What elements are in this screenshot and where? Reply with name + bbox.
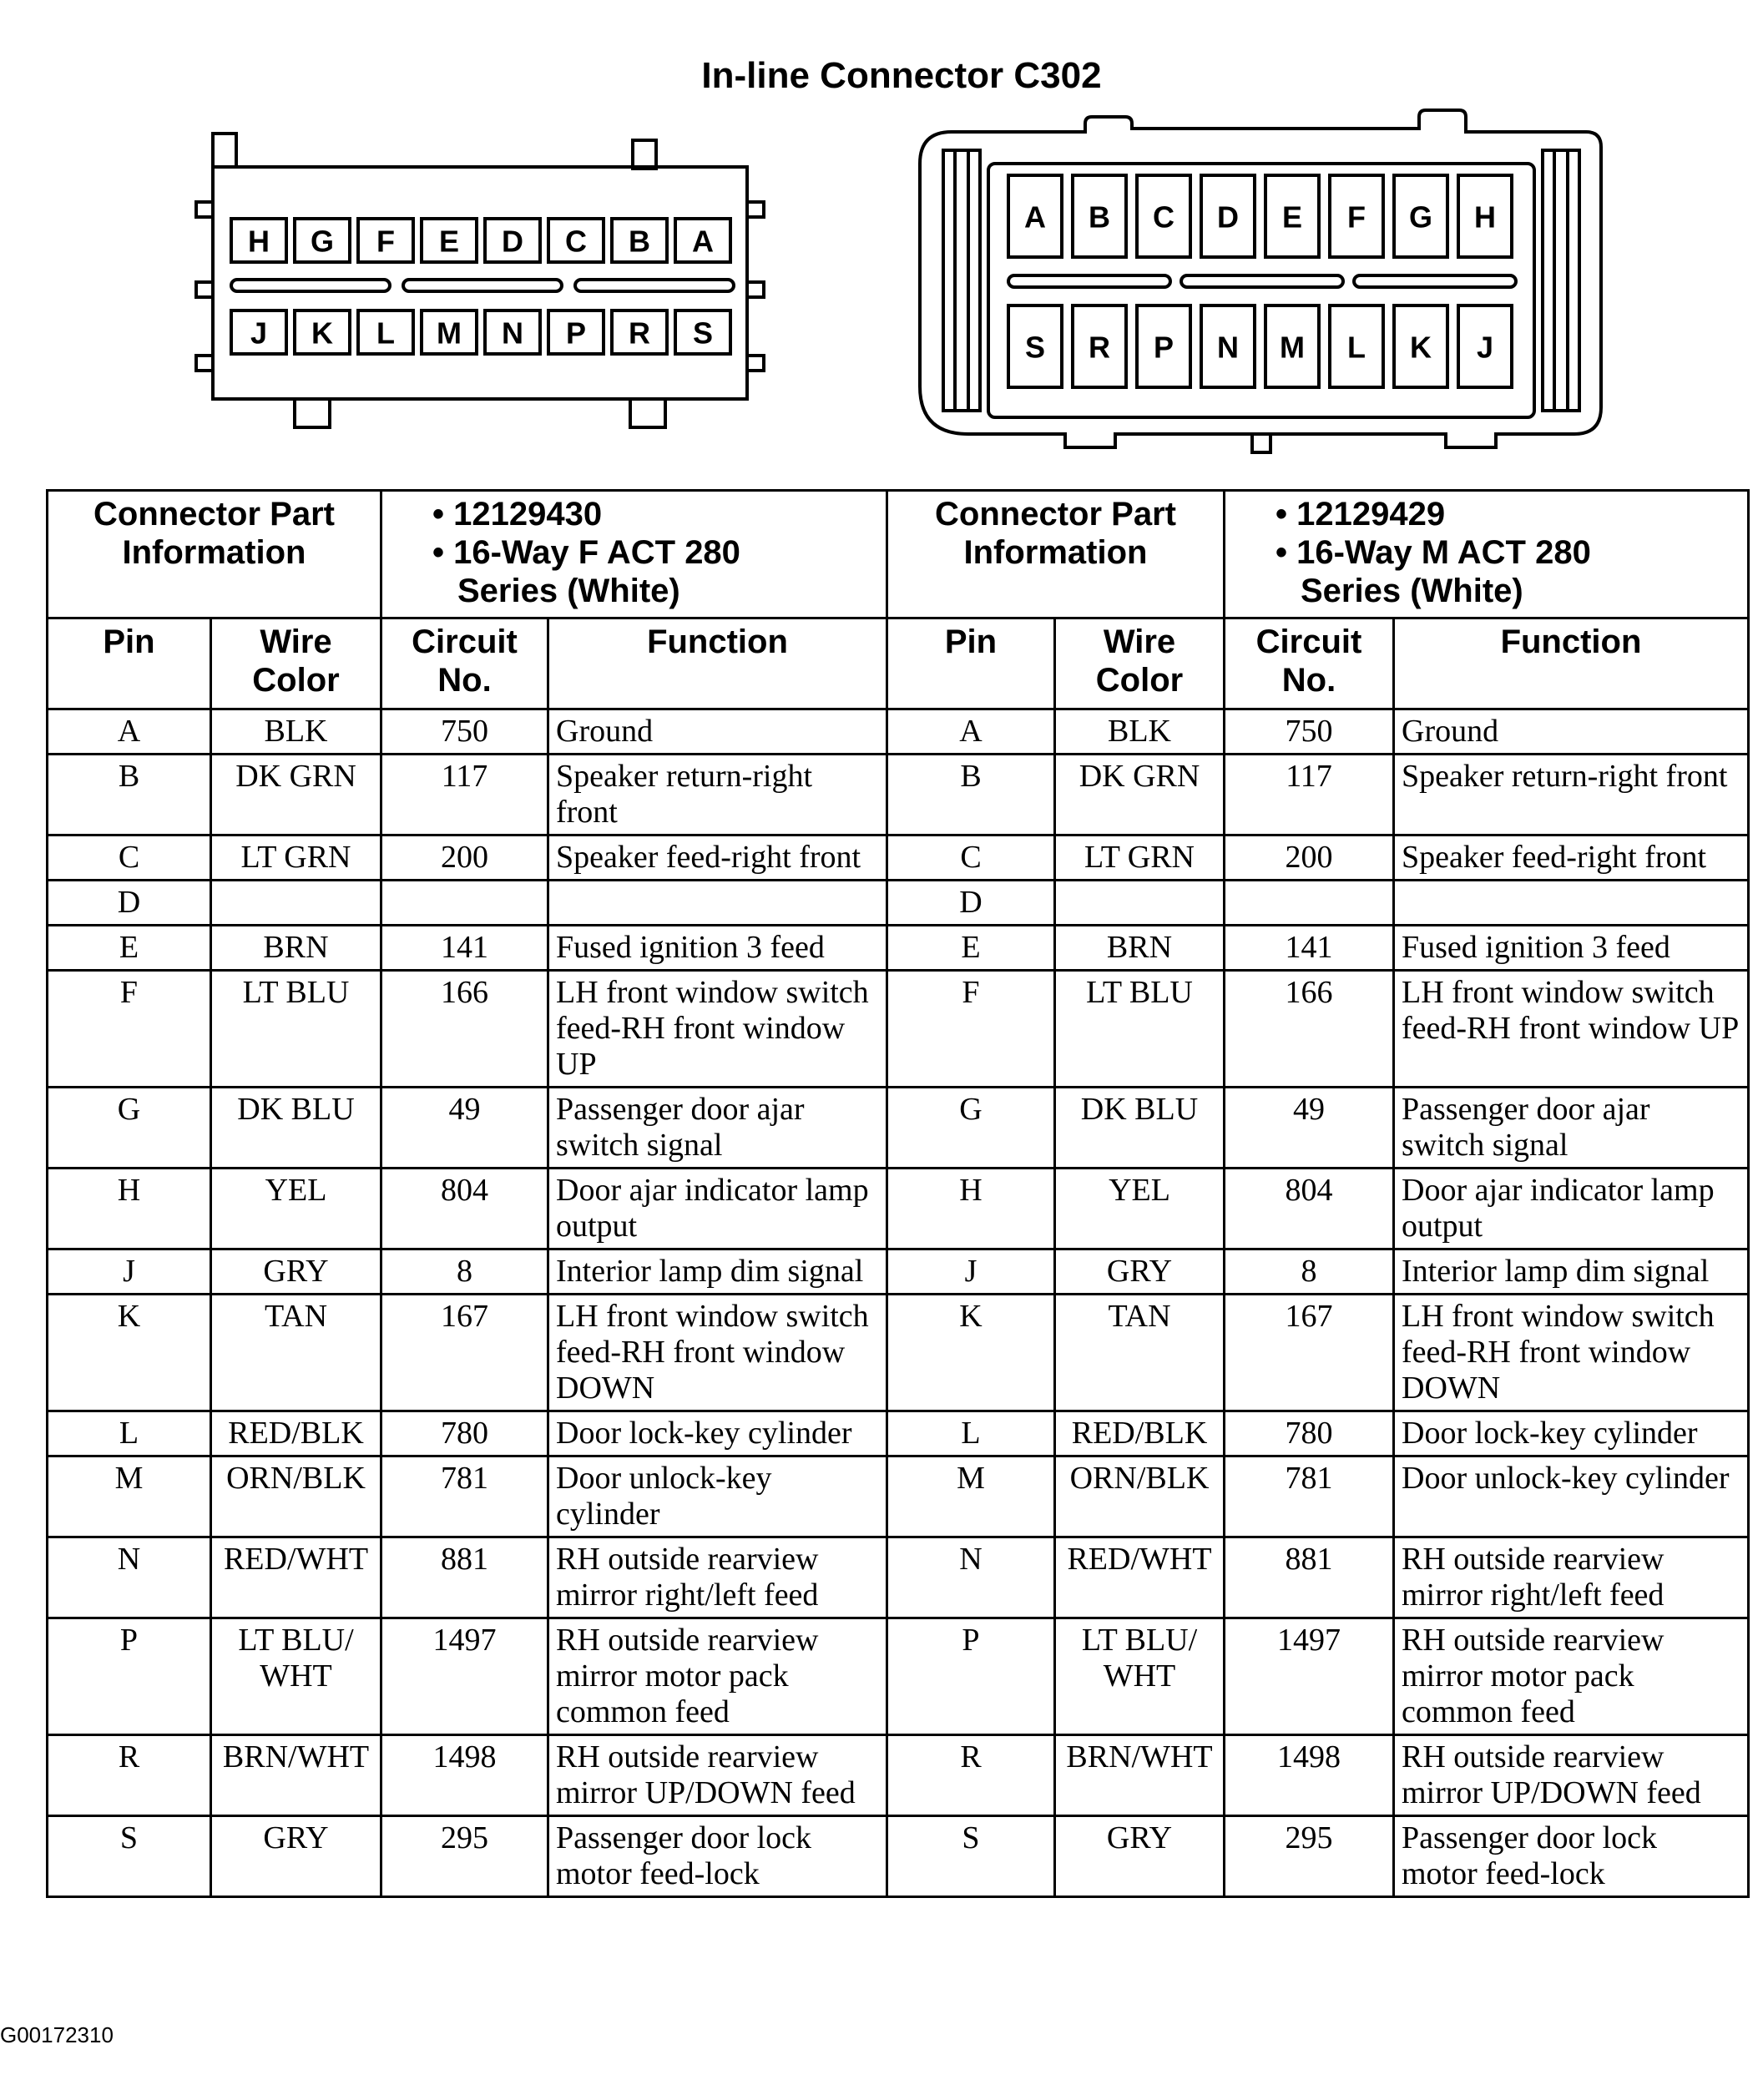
wire-color-cell: ORN/BLK bbox=[1055, 1456, 1225, 1537]
table-row bbox=[48, 755, 1749, 835]
function-cell: LH front window switch feed-RH front window UP bbox=[1394, 971, 1749, 1088]
female-pin-label-p: P bbox=[565, 316, 587, 351]
right-part-type: • 16-Way M ACT 280 bbox=[1276, 534, 1591, 571]
circuit-cell: 295 bbox=[381, 1816, 548, 1897]
left-part-info-label: Connector Part Information bbox=[48, 491, 381, 618]
figure-code: G00172310 bbox=[0, 2022, 114, 2047]
function-cell: Speaker feed-right front bbox=[548, 835, 887, 881]
connector-pin-table bbox=[46, 489, 1750, 1898]
function-cell: Fused ignition 3 feed bbox=[548, 926, 887, 971]
pin-cell: P bbox=[48, 1618, 211, 1735]
wire-color-cell bbox=[211, 881, 381, 926]
function-cell: LH front window switch feed-RH front window UP bbox=[548, 971, 887, 1088]
table-row bbox=[48, 971, 1749, 1088]
pin-cell: F bbox=[887, 971, 1055, 1088]
function-cell: RH outside rearview mirror UP/DOWN feed bbox=[548, 1735, 887, 1816]
male-pin-label-a: A bbox=[1024, 199, 1046, 235]
pin-cell: A bbox=[48, 709, 211, 755]
pin-cell: F bbox=[48, 971, 211, 1088]
function-cell: LH front window switch feed-RH front window DOWN bbox=[1394, 1295, 1749, 1411]
female-pin-label-d: D bbox=[502, 224, 523, 259]
function-cell: Door unlock-key cylinder bbox=[1394, 1456, 1749, 1537]
pin-cell: C bbox=[48, 835, 211, 881]
pin-cell: J bbox=[887, 1249, 1055, 1295]
circuit-cell: 881 bbox=[1225, 1537, 1394, 1618]
pin-cell: M bbox=[48, 1456, 211, 1537]
male-pin-label-r: R bbox=[1089, 330, 1110, 365]
wire-color-cell: RED/WHT bbox=[1055, 1537, 1225, 1618]
function-cell bbox=[1394, 881, 1749, 926]
right-part-info-label: Connector Part Information bbox=[887, 491, 1225, 618]
male-pin-label-e: E bbox=[1281, 199, 1303, 235]
function-cell: Ground bbox=[548, 709, 887, 755]
wire-color-cell: ORN/BLK bbox=[211, 1456, 381, 1537]
pin-cell: R bbox=[887, 1735, 1055, 1816]
right-header-wire-color: Wire Color bbox=[1055, 618, 1225, 709]
function-cell: Passenger door lock motor feed-lock bbox=[1394, 1816, 1749, 1897]
pin-cell: H bbox=[887, 1169, 1055, 1249]
left-header-wire-color: Wire Color bbox=[211, 618, 381, 709]
circuit-cell: 804 bbox=[381, 1169, 548, 1249]
male-pin-label-b: B bbox=[1089, 199, 1110, 235]
male-pin-label-d: D bbox=[1217, 199, 1239, 235]
circuit-cell: 8 bbox=[1225, 1249, 1394, 1295]
pin-cell: D bbox=[48, 881, 211, 926]
table-row bbox=[48, 1169, 1749, 1249]
right-header-pin: Pin bbox=[887, 618, 1055, 709]
left-header-function: Function bbox=[548, 618, 887, 709]
function-cell: Passenger door lock motor feed-lock bbox=[548, 1816, 887, 1897]
right-part-number: • 12129429 bbox=[1276, 496, 1446, 533]
female-pin-label-s: S bbox=[692, 316, 714, 351]
circuit-cell: 117 bbox=[381, 755, 548, 835]
wire-color-cell bbox=[1055, 881, 1225, 926]
right-part-info bbox=[1225, 491, 1749, 618]
pin-cell: E bbox=[48, 926, 211, 971]
table-row bbox=[48, 926, 1749, 971]
wire-color-cell: TAN bbox=[1055, 1295, 1225, 1411]
pin-cell: C bbox=[887, 835, 1055, 881]
pin-cell: S bbox=[887, 1816, 1055, 1897]
wire-color-cell: LT BLU bbox=[211, 971, 381, 1088]
circuit-cell: 200 bbox=[1225, 835, 1394, 881]
wire-color-cell: DK BLU bbox=[1055, 1088, 1225, 1169]
circuit-cell: 1497 bbox=[1225, 1618, 1394, 1735]
wire-color-cell: RED/WHT bbox=[211, 1537, 381, 1618]
female-pin-label-e: E bbox=[438, 224, 460, 259]
function-cell: RH outside rearview mirror UP/DOWN feed bbox=[1394, 1735, 1749, 1816]
pin-cell: P bbox=[887, 1618, 1055, 1735]
circuit-cell: 1497 bbox=[381, 1618, 548, 1735]
male-pin-label-j: J bbox=[1476, 330, 1494, 365]
wire-color-cell: RED/BLK bbox=[1055, 1411, 1225, 1456]
male-pin-label-g: G bbox=[1408, 199, 1433, 235]
circuit-cell: 781 bbox=[1225, 1456, 1394, 1537]
right-part-series: Series (White) bbox=[1301, 573, 1523, 609]
female-pin-label-j: J bbox=[250, 316, 268, 351]
male-pin-label-m: M bbox=[1280, 330, 1305, 365]
female-pin-label-a: A bbox=[692, 224, 714, 259]
wire-color-cell: GRY bbox=[1055, 1249, 1225, 1295]
pin-cell: D bbox=[887, 881, 1055, 926]
function-cell: Speaker return-right front bbox=[548, 755, 887, 835]
wire-color-cell: BLK bbox=[1055, 709, 1225, 755]
pin-cell: G bbox=[887, 1088, 1055, 1169]
female-pin-label-g: G bbox=[310, 224, 335, 259]
female-pin-label-r: R bbox=[629, 316, 650, 351]
circuit-cell: 780 bbox=[381, 1411, 548, 1456]
wire-color-cell: YEL bbox=[1055, 1169, 1225, 1249]
pin-cell: M bbox=[887, 1456, 1055, 1537]
male-pin-label-n: N bbox=[1217, 330, 1239, 365]
circuit-cell: 167 bbox=[1225, 1295, 1394, 1411]
female-connector-diagram bbox=[188, 125, 789, 442]
pin-cell: A bbox=[887, 709, 1055, 755]
function-cell: LH front window switch feed-RH front window DOWN bbox=[548, 1295, 887, 1411]
pin-cell: B bbox=[48, 755, 211, 835]
wire-color-cell: GRY bbox=[211, 1816, 381, 1897]
table-row bbox=[48, 1456, 1749, 1537]
circuit-cell: 49 bbox=[1225, 1088, 1394, 1169]
female-pin-label-l: L bbox=[376, 316, 395, 351]
female-pin-label-k: K bbox=[311, 316, 333, 351]
pin-cell: K bbox=[48, 1295, 211, 1411]
wire-color-cell: LT BLU/ WHT bbox=[211, 1618, 381, 1735]
wire-color-cell: DK BLU bbox=[211, 1088, 381, 1169]
pin-cell: E bbox=[887, 926, 1055, 971]
circuit-cell: 1498 bbox=[1225, 1735, 1394, 1816]
left-header-circuit: Circuit No. bbox=[381, 618, 548, 709]
circuit-cell: 49 bbox=[381, 1088, 548, 1169]
function-cell: Interior lamp dim signal bbox=[548, 1249, 887, 1295]
function-cell: Passenger door ajar switch signal bbox=[1394, 1088, 1749, 1169]
left-part-series: Series (White) bbox=[457, 573, 680, 609]
circuit-cell bbox=[381, 881, 548, 926]
wire-color-cell: LT BLU/ WHT bbox=[1055, 1618, 1225, 1735]
table-row bbox=[48, 1618, 1749, 1735]
wire-color-cell: BLK bbox=[211, 709, 381, 755]
function-cell: RH outside rearview mirror motor pack common feed bbox=[1394, 1618, 1749, 1735]
pin-cell: N bbox=[887, 1537, 1055, 1618]
table-row bbox=[48, 1537, 1749, 1618]
wire-color-cell: GRY bbox=[1055, 1816, 1225, 1897]
male-connector-diagram bbox=[918, 98, 1619, 457]
female-pin-label-c: C bbox=[565, 224, 587, 259]
circuit-cell: 141 bbox=[1225, 926, 1394, 971]
wire-color-cell: TAN bbox=[211, 1295, 381, 1411]
table-row bbox=[48, 835, 1749, 881]
wire-color-cell: BRN/WHT bbox=[211, 1735, 381, 1816]
function-cell: Door lock-key cylinder bbox=[1394, 1411, 1749, 1456]
circuit-cell: 141 bbox=[381, 926, 548, 971]
circuit-cell: 1498 bbox=[381, 1735, 548, 1816]
function-cell: RH outside rearview mirror motor pack common feed bbox=[548, 1618, 887, 1735]
wire-color-cell: LT BLU bbox=[1055, 971, 1225, 1088]
circuit-cell: 780 bbox=[1225, 1411, 1394, 1456]
male-pin-label-f: F bbox=[1347, 199, 1366, 235]
male-pin-label-l: L bbox=[1347, 330, 1366, 365]
circuit-cell: 167 bbox=[381, 1295, 548, 1411]
circuit-cell: 295 bbox=[1225, 1816, 1394, 1897]
pin-cell: N bbox=[48, 1537, 211, 1618]
table-row bbox=[48, 1735, 1749, 1816]
circuit-cell bbox=[1225, 881, 1394, 926]
pin-cell: R bbox=[48, 1735, 211, 1816]
pin-cell: H bbox=[48, 1169, 211, 1249]
function-cell: Door lock-key cylinder bbox=[548, 1411, 887, 1456]
circuit-cell: 166 bbox=[1225, 971, 1394, 1088]
circuit-cell: 781 bbox=[381, 1456, 548, 1537]
table-row bbox=[48, 1249, 1749, 1295]
left-part-type: • 16-Way F ACT 280 bbox=[432, 534, 740, 571]
circuit-cell: 8 bbox=[381, 1249, 548, 1295]
wire-color-cell: YEL bbox=[211, 1169, 381, 1249]
male-pin-label-p: P bbox=[1153, 330, 1174, 365]
left-part-info bbox=[381, 491, 887, 618]
pin-cell: G bbox=[48, 1088, 211, 1169]
circuit-cell: 750 bbox=[381, 709, 548, 755]
function-cell: Interior lamp dim signal bbox=[1394, 1249, 1749, 1295]
wire-color-cell: BRN bbox=[211, 926, 381, 971]
wire-color-cell: DK GRN bbox=[211, 755, 381, 835]
wire-color-cell: BRN/WHT bbox=[1055, 1735, 1225, 1816]
function-cell: Door ajar indicator lamp output bbox=[548, 1169, 887, 1249]
circuit-cell: 881 bbox=[381, 1537, 548, 1618]
function-cell: Door unlock-key cylinder bbox=[548, 1456, 887, 1537]
function-cell: Speaker return-right front bbox=[1394, 755, 1749, 835]
circuit-cell: 750 bbox=[1225, 709, 1394, 755]
circuit-cell: 804 bbox=[1225, 1169, 1394, 1249]
female-pin-label-m: M bbox=[437, 316, 462, 351]
female-pin-label-h: H bbox=[248, 224, 270, 259]
left-part-number: • 12129430 bbox=[432, 496, 603, 533]
left-header-pin: Pin bbox=[48, 618, 211, 709]
function-cell: RH outside rearview mirror right/left feed bbox=[1394, 1537, 1749, 1618]
diagram-title: In-line Connector C302 bbox=[701, 55, 1102, 96]
function-cell: Fused ignition 3 feed bbox=[1394, 926, 1749, 971]
table-row bbox=[48, 709, 1749, 755]
male-pin-label-h: H bbox=[1474, 199, 1496, 235]
table-row bbox=[48, 1088, 1749, 1169]
function-cell bbox=[548, 881, 887, 926]
wire-color-cell: GRY bbox=[211, 1249, 381, 1295]
function-cell: Ground bbox=[1394, 709, 1749, 755]
wire-color-cell: RED/BLK bbox=[211, 1411, 381, 1456]
function-cell: Door ajar indicator lamp output bbox=[1394, 1169, 1749, 1249]
circuit-cell: 166 bbox=[381, 971, 548, 1088]
table-row bbox=[48, 1411, 1749, 1456]
wire-color-cell: DK GRN bbox=[1055, 755, 1225, 835]
female-pin-label-b: B bbox=[629, 224, 650, 259]
male-pin-label-c: C bbox=[1153, 199, 1174, 235]
pin-cell: J bbox=[48, 1249, 211, 1295]
female-pin-label-f: F bbox=[376, 224, 395, 259]
pin-cell: L bbox=[48, 1411, 211, 1456]
pin-cell: S bbox=[48, 1816, 211, 1897]
function-cell: Passenger door ajar switch signal bbox=[548, 1088, 887, 1169]
male-pin-label-s: S bbox=[1024, 330, 1046, 365]
male-pin-label-k: K bbox=[1410, 330, 1432, 365]
wire-color-cell: LT GRN bbox=[211, 835, 381, 881]
table-row bbox=[48, 881, 1749, 926]
wire-color-cell: LT GRN bbox=[1055, 835, 1225, 881]
right-header-circuit: Circuit No. bbox=[1225, 618, 1394, 709]
function-cell: Speaker feed-right front bbox=[1394, 835, 1749, 881]
table-row bbox=[48, 1295, 1749, 1411]
pin-cell: B bbox=[887, 755, 1055, 835]
right-header-function: Function bbox=[1394, 618, 1749, 709]
function-cell: RH outside rearview mirror right/left feed bbox=[548, 1537, 887, 1618]
female-pin-label-n: N bbox=[502, 316, 523, 351]
pin-cell: L bbox=[887, 1411, 1055, 1456]
table-row bbox=[48, 1816, 1749, 1897]
wire-color-cell: BRN bbox=[1055, 926, 1225, 971]
pin-cell: K bbox=[887, 1295, 1055, 1411]
circuit-cell: 117 bbox=[1225, 755, 1394, 835]
circuit-cell: 200 bbox=[381, 835, 548, 881]
